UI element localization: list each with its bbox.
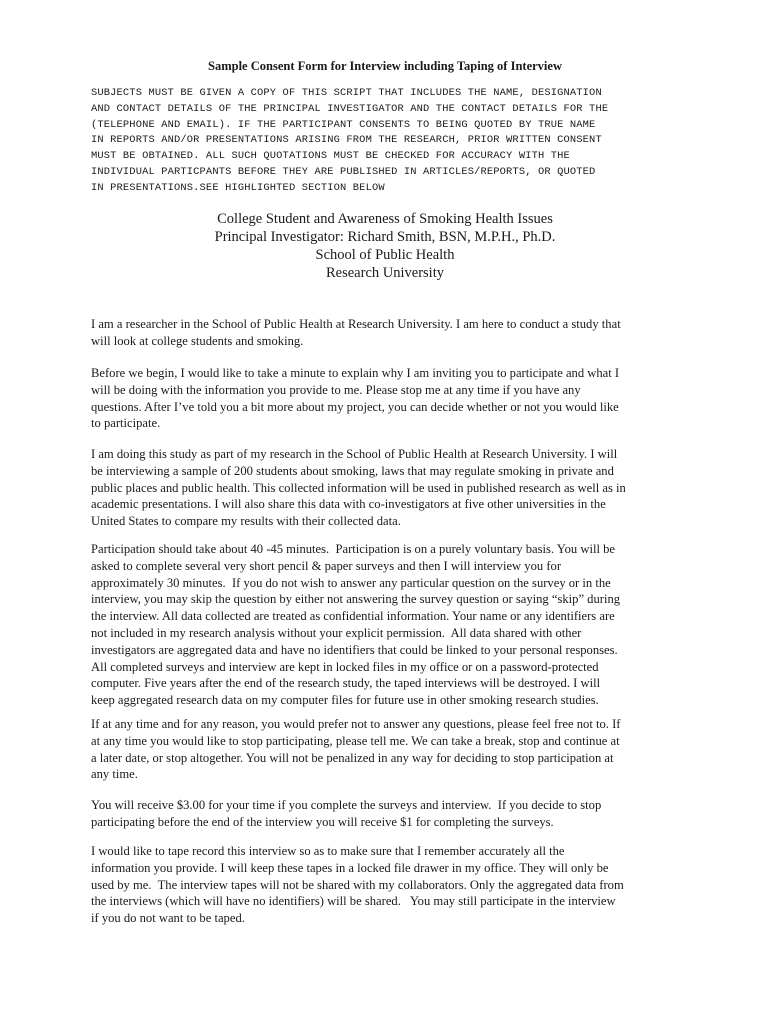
paragraph-taping: I would like to tape record this interview so as to make sure that I remember accurately all the information you provide. I will keep these tapes in a locked file drawer in my office. They will only be used by me. The interview tapes will not be shared with my collaborators. Only the aggregated data from the interviews (which will have no identifiers) will be shared. You may still participate in the interview if you do not want to be taped. [91, 844, 624, 926]
paragraph-participation: Participation should take about 40 -45 minutes. Participation is on a purely voluntary basis. You will be asked to complete several very short pencil & paper surveys and then I will interview you for approximately 30 minutes. If you do not wish to answer any particular question on the survey or in the interview, you may skip the question by either not answering the survey question or saying “skip” during the interview. All data collected are treated as confidential information. Your name or any identifiers are not included in my research analysis without your explicit permission. All data shared with other investigators are aggregated data and have no identifiers that could be linked to your personal responses. All completed surveys and interview are kept in locked files in my office or on a password-protected computer. Five years after the end of the research study, the taped interviews will be destroyed. I will keep aggregated research data on my computer files for future use in other smoking research studies. [91, 542, 621, 708]
principal-investigator: Principal Investigator: Richard Smith, BSN, M.P.H., Ph.D. [214, 229, 556, 245]
school-name: School of Public Health [315, 247, 455, 263]
paragraph-introduction: I am a researcher in the School of Public Health at Research University. I am here to conduct a study that will look at college students and smoking. [91, 317, 621, 348]
paragraph-study-description: I am doing this study as part of my research in the School of Public Health at Research University. I will be interviewing a sample of 200 students about smoking, laws that may regulate smoking in private and public places and public health. This collected information will be used in published research as well as in academic presentations. I will also share this data with co-investigators at five other universities in the United States to compare my results with their collected data. [91, 447, 626, 529]
document-title: Sample Consent Form for Interview including Taping of Interview [208, 59, 562, 73]
instructions-notice: SUBJECTS MUST BE GIVEN A COPY OF THIS SCRIPT THAT INCLUDES THE NAME, DESIGNATION AND CONTACT DETAILS OF THE PRINCIPAL INVESTIGATOR AND THE CONTACT DETAILS FOR THE (TELEPHONE AND EMAIL). IF THE PARTICIPANT CONSENTS TO BEING QUOTED BY TRUE NAME IN REPORTS AND/OR PRESENTATIONS ARISING FROM THE RESEARCH, PRIOR WRITTEN CONSENT MUST BE OBTAINED. ALL SUCH QUOTATIONS MUST BE CHECKED FOR ACCURACY WITH THE INDIVIDUAL PARTICPANTS BEFORE THEY ARE PUBLISHED IN ARTICLES/REPORTS, OR QUOTED IN PRESENTATIONS.SEE HIGHLIGHTED SECTION BELOW [91, 87, 609, 194]
paragraph-purpose: Before we begin, I would like to take a minute to explain why I am inviting you to participate and what I will be doing with the information you provide to me. Please stop me at any time if you have any questions. After I’ve told you a bit more about my project, you can decide whether or not you would like to participate. [91, 366, 620, 431]
university-name: Research University [326, 265, 444, 281]
study-title: College Student and Awareness of Smoking Health Issues [217, 211, 553, 227]
paragraph-withdrawal: If at any time and for any reason, you would prefer not to answer any questions, please feel free not to. If at any time you would like to stop participating, please tell me. We can take a break, stop and continue at a later date, or stop altogether. You will not be penalized in any way for deciding to stop participation at any time. [91, 717, 621, 782]
paragraph-compensation: You will receive $3.00 for your time if you complete the surveys and interview. If you decide to stop participating before the end of the interview you will receive $1 for completing the surveys. [91, 798, 602, 829]
study-header [0, 210, 770, 282]
